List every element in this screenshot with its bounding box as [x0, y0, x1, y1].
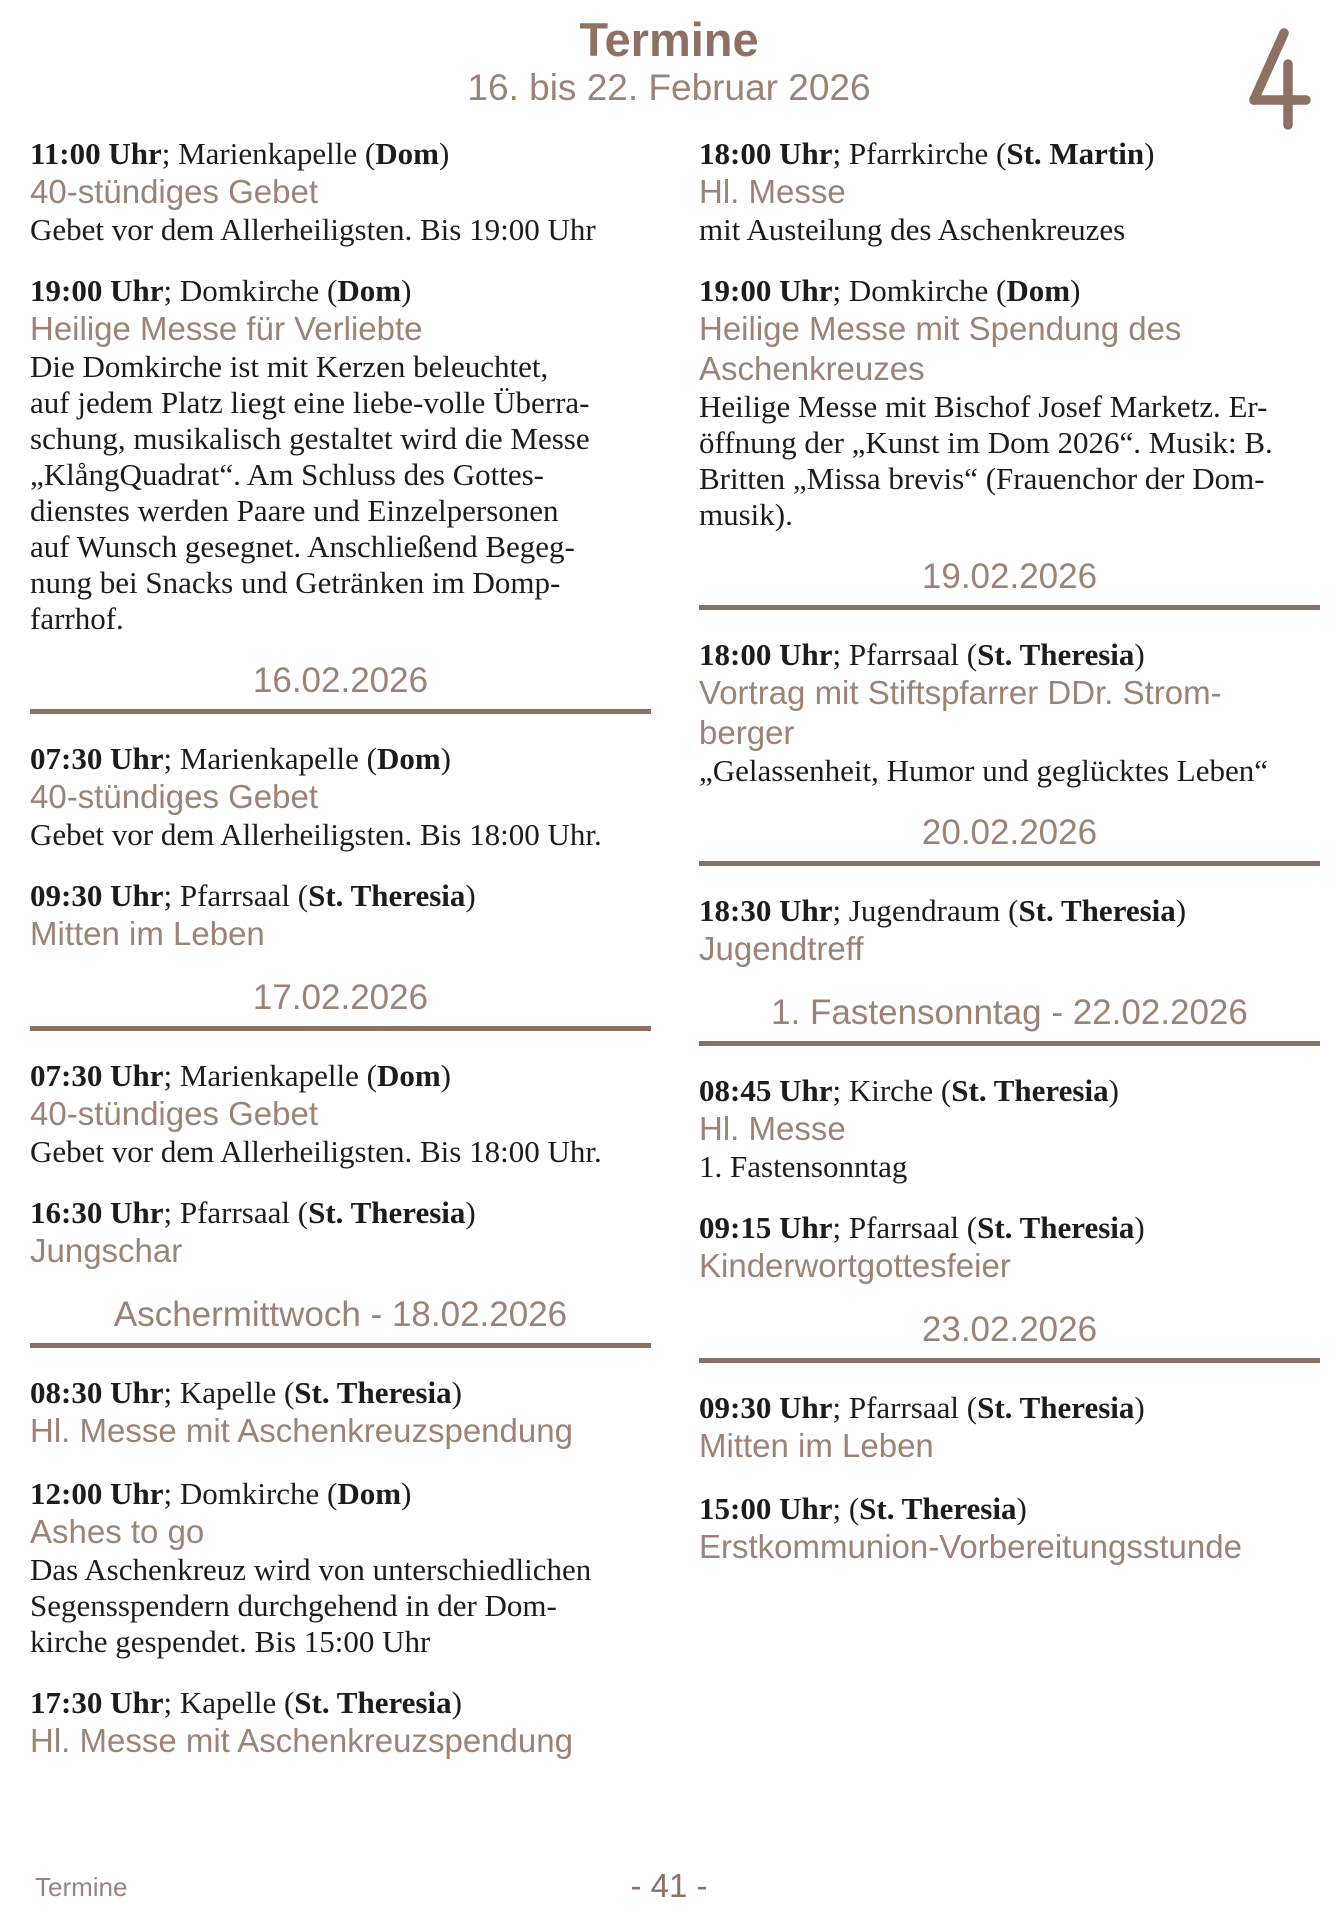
event-title: Ashes to go	[30, 1513, 205, 1551]
event-time-location	[699, 1490, 1320, 1527]
event-time: 19:00 Uhr	[30, 273, 164, 309]
event-location: ; Marienkapelle (	[163, 1058, 377, 1094]
event-description-line: auf Wunsch gesegnet. Anschließend Begeg-	[30, 529, 575, 565]
event-location: ; Domkirche (	[163, 1476, 338, 1512]
event-time: 07:30 Uhr	[30, 1058, 164, 1094]
event-description-line: kirche gespendet. Bis 15:00 Uhr	[30, 1624, 431, 1660]
page-title: Termine	[579, 13, 759, 66]
footer-page-number: - 41 -	[630, 1867, 708, 1904]
event-title: Jungschar	[30, 1232, 183, 1270]
event-description-line: mit Austeilung des Aschenkreuzes	[699, 212, 1126, 248]
event-entry	[30, 1194, 651, 1271]
event-time-location	[30, 135, 651, 172]
event-title: Mitten im Leben	[30, 915, 265, 953]
date-section-header	[699, 1310, 1320, 1363]
column-right	[699, 135, 1320, 1785]
event-description-line: schung, musikalisch gestaltet wird die Messe	[30, 421, 590, 457]
event-time: 09:30 Uhr	[699, 1390, 833, 1426]
event-description-line: musik).	[699, 497, 793, 533]
date-section-header	[30, 978, 651, 1031]
footer-section-label: Termine	[35, 1872, 128, 1902]
event-description-line: dienstes werden Paare und Einzelpersonen	[30, 493, 559, 529]
event-church: St. Theresia	[951, 1073, 1109, 1109]
event-time-location	[30, 1684, 651, 1721]
event-location: ; Pfarrsaal (	[163, 878, 309, 914]
event-church: St. Theresia	[977, 1210, 1135, 1246]
event-title: Hl. Messe mit Aschenkreuzspendung	[30, 1412, 573, 1450]
event-time: 11:00 Uhr	[30, 136, 162, 172]
event-time-location	[699, 1072, 1320, 1109]
event-title: Jugendtreff	[699, 930, 864, 968]
event-location-close: )	[1134, 637, 1145, 673]
event-title: Mitten im Leben	[699, 1427, 934, 1465]
event-title: 40-stündiges Gebet	[30, 173, 319, 211]
event-title: Hl. Messe	[699, 1110, 846, 1148]
event-time-location	[30, 1194, 651, 1231]
event-description-line: Gebet vor dem Allerheiligsten. Bis 18:00 Uhr.	[30, 1134, 602, 1170]
event-time: 09:15 Uhr	[699, 1210, 833, 1246]
event-location: ; Kapelle (	[163, 1375, 295, 1411]
event-location-close: )	[1070, 273, 1081, 309]
event-time-location	[30, 1374, 651, 1411]
event-church: Dom	[376, 741, 441, 777]
event-entry	[30, 1684, 651, 1761]
event-time-location	[30, 877, 651, 914]
page-footer	[0, 1865, 1338, 1905]
event-time: 16:30 Uhr	[30, 1195, 164, 1231]
event-description-line: Die Domkirche ist mit Kerzen beleuchtet,	[30, 349, 549, 385]
event-location: ; Pfarrsaal (	[832, 637, 978, 673]
event-church: St. Theresia	[294, 1685, 452, 1721]
event-time: 15:00 Uhr	[699, 1491, 833, 1527]
date-section-label: 20.02.2026	[921, 813, 1098, 853]
column-left	[30, 135, 651, 1785]
event-entry	[30, 135, 651, 248]
event-time: 07:30 Uhr	[30, 741, 164, 777]
event-location: ; Kirche (	[832, 1073, 952, 1109]
event-description-line: auf jedem Platz liegt eine liebe-volle Überra-	[30, 385, 590, 421]
event-time-location	[699, 272, 1320, 309]
event-location: ; Domkirche (	[163, 273, 338, 309]
event-columns	[0, 135, 1338, 1785]
event-entry	[699, 272, 1320, 533]
date-section-header	[699, 557, 1320, 610]
event-description-line: „KlångQuadrat“. Am Schluss des Gottes-	[30, 457, 544, 493]
date-section-label: 16.02.2026	[252, 661, 429, 701]
event-time: 19:00 Uhr	[699, 273, 833, 309]
event-entry	[699, 1072, 1320, 1185]
event-location: ; Kapelle (	[163, 1685, 295, 1721]
event-title: Erstkommunion-Vorbereitungsstunde	[699, 1528, 1242, 1566]
event-location-close: )	[1134, 1210, 1145, 1246]
event-time: 12:00 Uhr	[30, 1476, 164, 1512]
page-subtitle: 16. bis 22. Februar 2026	[467, 66, 871, 108]
event-description-line: „Gelassenheit, Humor und geglücktes Leben“	[699, 753, 1269, 789]
event-description-line: Britten „Missa brevis“ (Frauenchor der Dom-	[699, 461, 1265, 497]
event-time: 08:30 Uhr	[30, 1375, 164, 1411]
event-location-close: )	[401, 1476, 412, 1512]
event-description-line: Heilige Messe mit Bischof Josef Marketz. Er-	[699, 389, 1268, 425]
event-location-close: )	[1144, 136, 1155, 172]
event-time: 08:45 Uhr	[699, 1073, 833, 1109]
event-entry	[30, 1057, 651, 1170]
event-title: Heilige Messe mit Spendung des	[699, 310, 1182, 348]
event-time-location	[699, 1209, 1320, 1246]
event-title: Hl. Messe	[699, 173, 846, 211]
event-title: 40-stündiges Gebet	[30, 1095, 319, 1133]
event-description-line: Gebet vor dem Allerheiligsten. Bis 19:00 Uhr	[30, 212, 596, 248]
date-section-label: 17.02.2026	[252, 978, 429, 1018]
date-section-header	[699, 813, 1320, 866]
event-time-location	[30, 272, 651, 309]
event-location-close: )	[1016, 1491, 1027, 1527]
event-entry	[30, 272, 651, 637]
event-location: ; Pfarrsaal (	[832, 1210, 978, 1246]
event-entry	[699, 135, 1320, 248]
event-time-location	[699, 135, 1320, 172]
event-location: ; Pfarrsaal (	[163, 1195, 309, 1231]
event-church: St. Martin	[1006, 136, 1145, 172]
event-entry	[30, 877, 651, 954]
event-time-location	[699, 892, 1320, 929]
event-time: 17:30 Uhr	[30, 1685, 164, 1721]
event-entry	[30, 1374, 651, 1451]
event-location-close: )	[440, 1058, 451, 1094]
date-section-label: 19.02.2026	[921, 557, 1098, 597]
event-entry	[699, 1389, 1320, 1466]
date-section-label: Aschermittwoch - 18.02.2026	[113, 1295, 568, 1335]
date-section-header	[30, 1295, 651, 1348]
event-description-line: 1. Fastensonntag	[699, 1149, 908, 1185]
event-time-location	[699, 636, 1320, 673]
event-location-close: )	[1175, 893, 1187, 929]
event-location-close: )	[451, 1375, 462, 1411]
event-entry	[699, 892, 1320, 969]
event-church: Dom	[1006, 273, 1071, 309]
event-church: St. Theresia	[1018, 893, 1176, 929]
event-description-line: nung bei Snacks und Getränken im Domp-	[30, 565, 561, 601]
event-entry	[699, 1209, 1320, 1286]
event-church: St. Theresia	[294, 1375, 452, 1411]
event-church: St. Theresia	[308, 878, 466, 914]
event-church: St. Theresia	[977, 1390, 1135, 1426]
event-description-line: öffnung der „Kunst im Dom 2026“. Musik: B.	[699, 425, 1273, 461]
event-time: 18:30 Uhr	[699, 893, 833, 929]
date-section-label: 1. Fastensonntag - 22.02.2026	[771, 993, 1248, 1033]
event-location-close: )	[465, 1195, 476, 1231]
event-location: ; Pfarrsaal (	[832, 1390, 978, 1426]
event-time: 18:00 Uhr	[699, 136, 833, 172]
event-time: 09:30 Uhr	[30, 878, 164, 914]
event-time-location	[699, 1389, 1320, 1426]
page-header	[0, 0, 1338, 109]
four-cross-logo	[1236, 26, 1312, 130]
event-title: Aschenkreuzes	[699, 350, 925, 388]
event-church: Dom	[376, 1058, 441, 1094]
event-location-close: )	[438, 136, 450, 172]
event-church: St. Theresia	[977, 637, 1135, 673]
event-location: ; Pfarrkirche (	[832, 136, 1007, 172]
event-title: Heilige Messe für Verliebte	[30, 310, 423, 348]
event-location: ; (	[832, 1491, 860, 1527]
event-title: Hl. Messe mit Aschenkreuzspendung	[30, 1722, 573, 1760]
date-section-header	[699, 993, 1320, 1046]
event-church: St. Theresia	[308, 1195, 466, 1231]
event-church: Dom	[375, 136, 439, 172]
event-time: 18:00 Uhr	[699, 637, 833, 673]
event-title: Vortrag mit Stiftspfarrer DDr. Strom-	[699, 674, 1222, 712]
date-section-header	[30, 661, 651, 714]
event-time-location	[30, 1057, 651, 1094]
event-description-line: Das Aschenkreuz wird von unterschiedlichen	[30, 1552, 592, 1588]
event-location: ; Jugendraum (	[832, 893, 1019, 929]
event-entry	[699, 636, 1320, 789]
event-church: St. Theresia	[859, 1491, 1017, 1527]
event-entry	[30, 1475, 651, 1660]
event-title: 40-stündiges Gebet	[30, 778, 319, 816]
event-location-close: )	[451, 1685, 462, 1721]
event-time-location	[30, 740, 651, 777]
date-section-label: 23.02.2026	[921, 1310, 1098, 1350]
event-location-close: )	[1134, 1390, 1145, 1426]
event-location: ; Marienkapelle (	[161, 136, 376, 172]
event-title: Kinderwortgottesfeier	[699, 1247, 1011, 1285]
event-church: Dom	[337, 273, 402, 309]
event-time-location	[30, 1475, 651, 1512]
event-location-close: )	[1108, 1073, 1119, 1109]
event-description-line: farrhof.	[30, 601, 124, 637]
event-location-close: )	[465, 878, 476, 914]
event-title: berger	[699, 714, 795, 752]
event-church: Dom	[337, 1476, 402, 1512]
event-description-line: Segensspendern durchgehend in der Dom-	[30, 1588, 557, 1624]
event-location: ; Domkirche (	[832, 273, 1007, 309]
event-entry	[30, 740, 651, 853]
event-description-line: Gebet vor dem Allerheiligsten. Bis 18:00 Uhr.	[30, 817, 602, 853]
event-entry	[699, 1490, 1320, 1567]
event-location-close: )	[440, 741, 451, 777]
event-location-close: )	[401, 273, 412, 309]
event-location: ; Marienkapelle (	[163, 741, 377, 777]
